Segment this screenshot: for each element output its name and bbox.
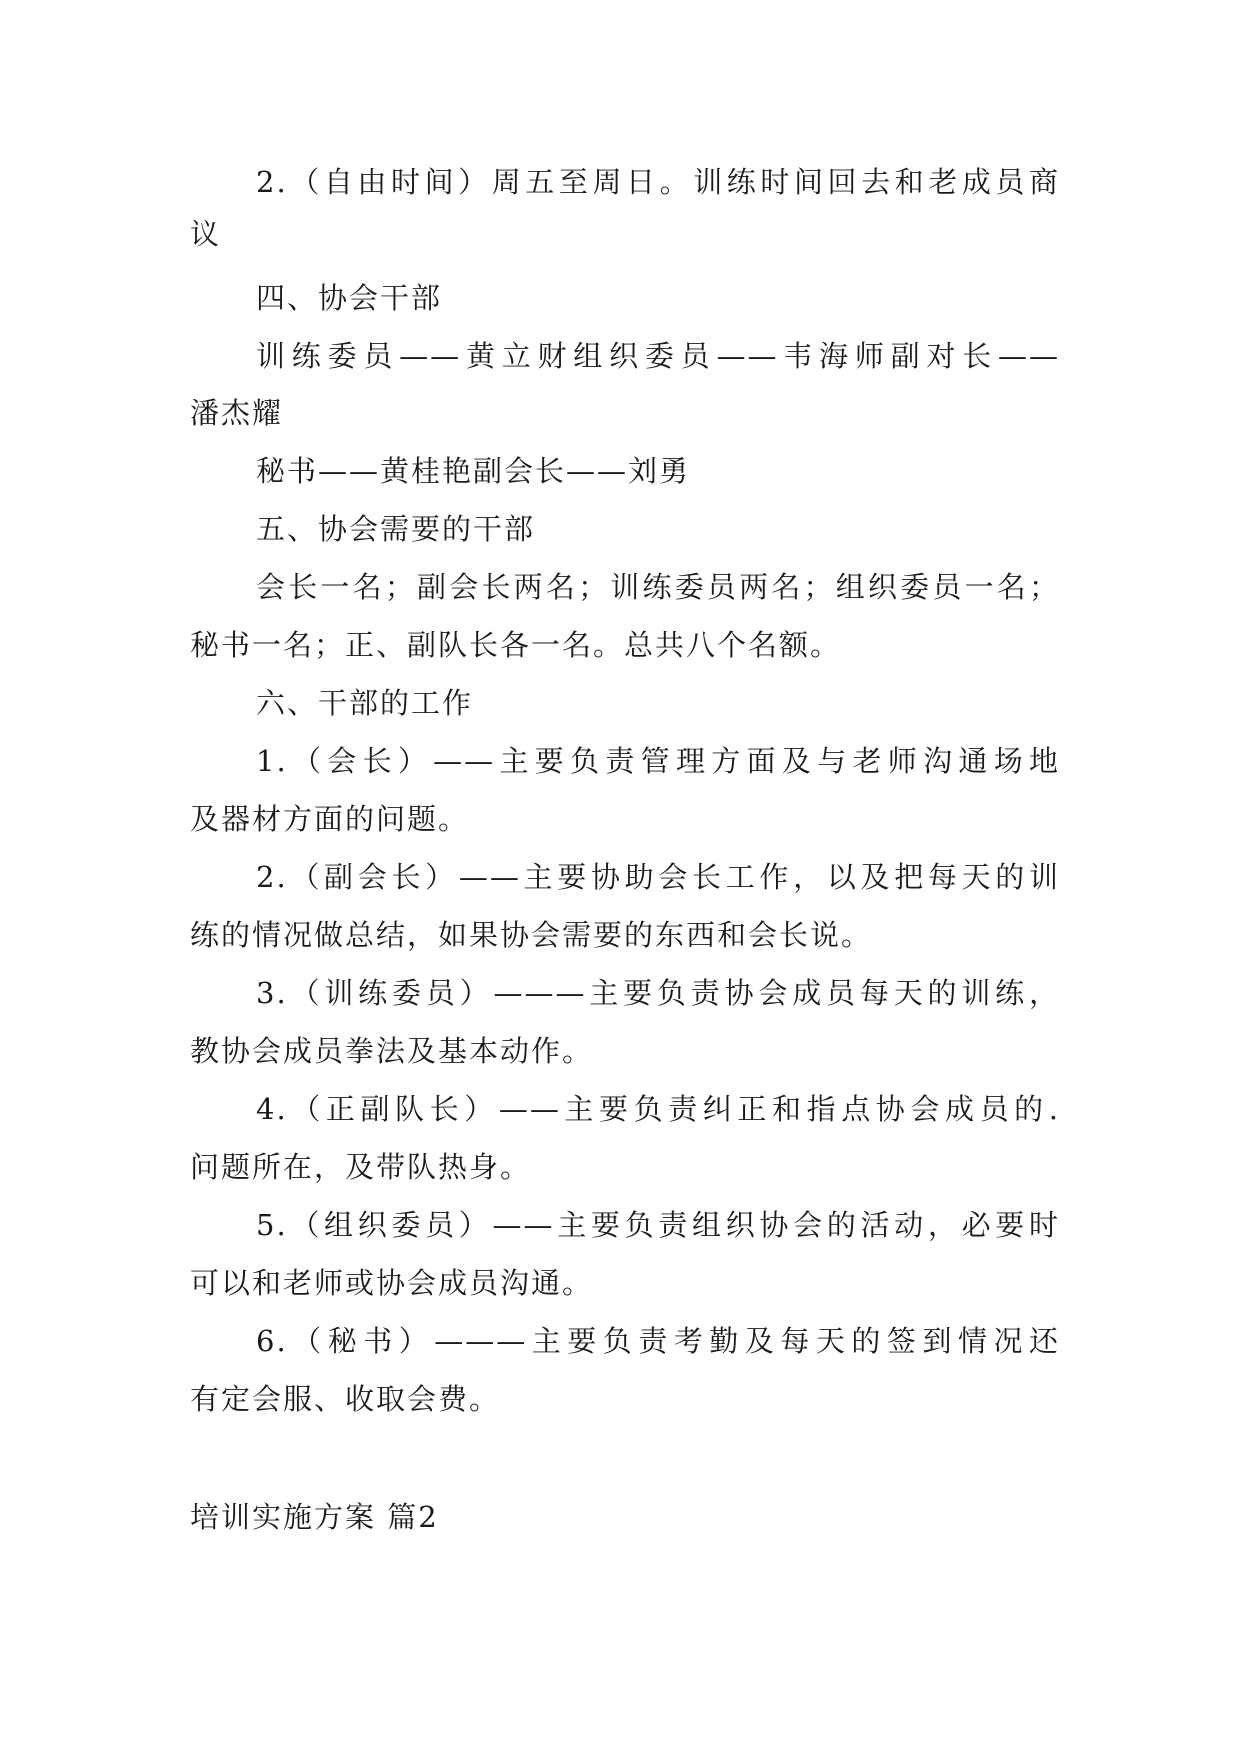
paragraph-line: 秘书一名；正、副队长各一名。总共八个名额。 [190, 628, 842, 662]
paragraph-line: 有定会服、收取会费。 [190, 1382, 501, 1416]
section-heading: 四、协会干部 [256, 281, 443, 315]
paragraph-line: 训练委员——黄立财组织委员——韦海师副对长—— [256, 339, 1060, 373]
paragraph-line: 潘杰耀 [190, 396, 284, 430]
paragraph-line: 教协会成员拳法及基本动作。 [190, 1034, 594, 1068]
paragraph-line: 2.（自由时间）周五至周日。训练时间回去和老成员商 [256, 165, 1060, 199]
paragraph-line: 3.（训练委员）———主要负责协会成员每天的训练， [256, 976, 1060, 1010]
paragraph-line: 练的情况做总结，如果协会需要的东西和会长说。 [190, 918, 873, 952]
paragraph-line: 议 [190, 217, 222, 251]
paragraph-line: 5.（组织委员）——主要负责组织协会的活动，必要时 [256, 1208, 1060, 1242]
document-heading: 培训实施方案 篇2 [190, 1500, 439, 1534]
paragraph-line: 秘书——黄桂艳副会长——刘勇 [256, 454, 691, 488]
paragraph-line: 2.（副会长）——主要协助会长工作，以及把每天的训 [256, 860, 1060, 894]
paragraph-line: 及器材方面的问题。 [190, 802, 470, 836]
section-heading: 六、干部的工作 [256, 686, 474, 720]
paragraph-line: 4.（正副队长）——主要负责纠正和指点协会成员的. [256, 1092, 1060, 1126]
paragraph-line: 6.（秘书）———主要负责考勤及每天的签到情况还 [256, 1324, 1060, 1358]
paragraph-line: 会长一名；副会长两名；训练委员两名；组织委员一名； [256, 570, 1060, 604]
paragraph-line: 可以和老师或协会成员沟通。 [190, 1266, 594, 1300]
paragraph-line: 问题所在，及带队热身。 [190, 1150, 532, 1184]
paragraph-line: 1.（会长）——主要负责管理方面及与老师沟通场地 [256, 744, 1060, 778]
section-heading: 五、协会需要的干部 [256, 512, 536, 546]
